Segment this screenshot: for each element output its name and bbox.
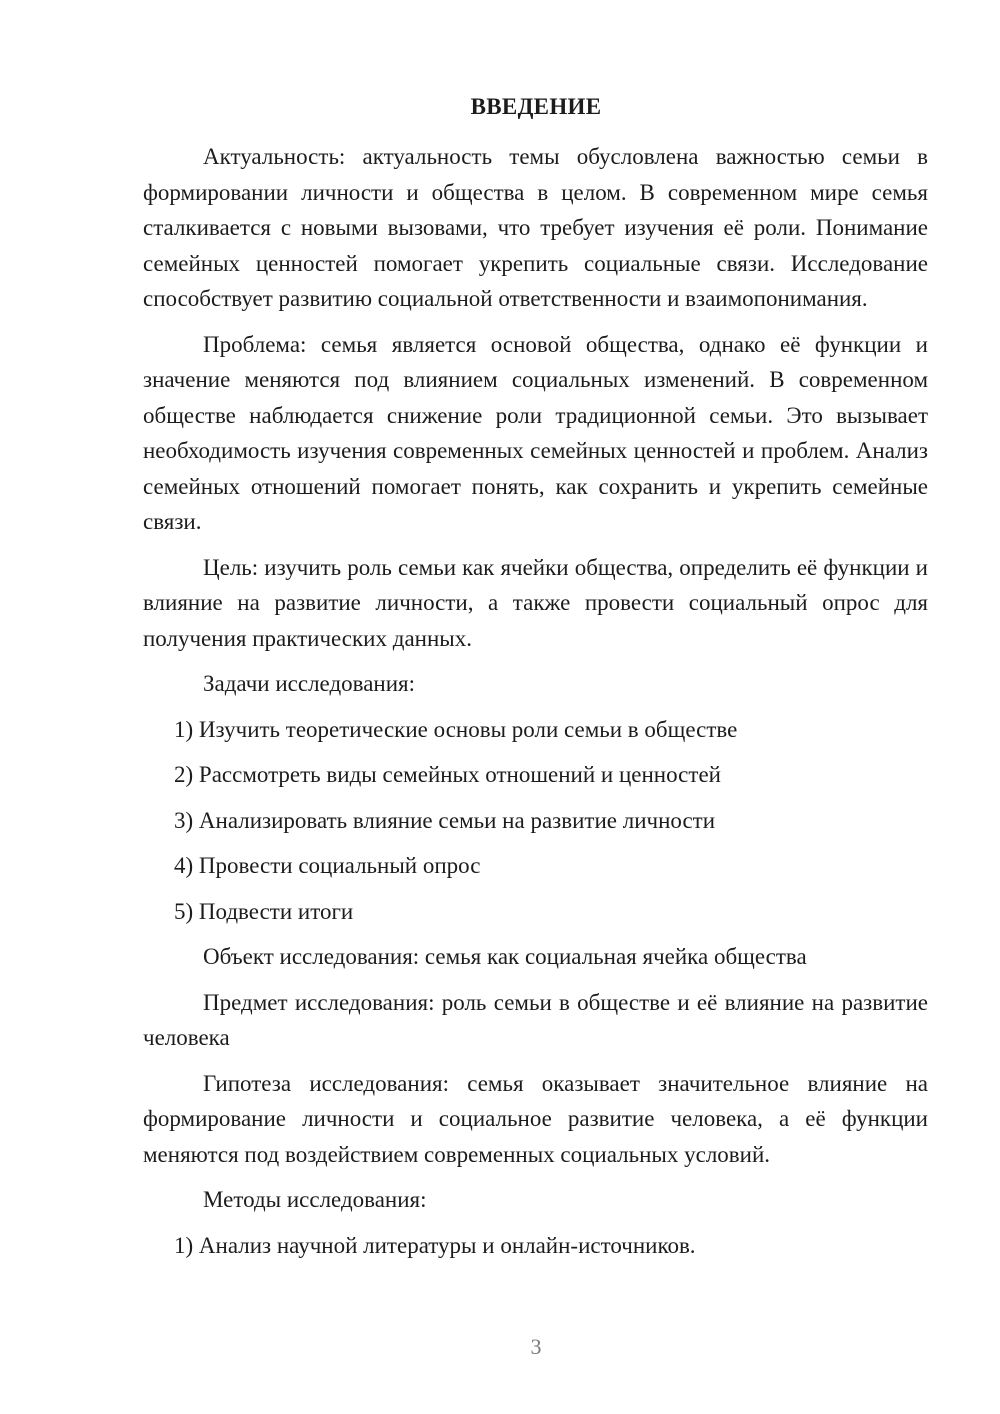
task-item: 5) Подвести итоги <box>174 898 354 924</box>
object-paragraph: Объект исследования: семья как социальная ячейка общества <box>203 944 807 969</box>
methods-heading: Методы исследования: <box>203 1187 427 1212</box>
problem-paragraph: Проблема: семья является основой общества, однако её функции и значение меняются под влиянием социальных изменений. В современном обществе наблюдается снижение роли традиционной семьи. Это вызывает необходимость изучения современных семейных ценностей и проблем. Анализ семейных отношений помогает понять, как сохранить и укрепить семейные связи. <box>143 331 928 534</box>
method-item: 1) Анализ научной литературы и онлайн-источников. <box>174 1232 696 1258</box>
subject-paragraph: Предмет исследования: роль семьи в обществе и её влияние на развитие человека <box>143 989 928 1050</box>
document-body <box>143 139 928 1273</box>
goal-paragraph: Цель: изучить роль семьи как ячейки общества, определить её функции и влияние на развитие личности, а также провести социальный опрос для получения практических данных. <box>143 554 928 651</box>
task-item: 1) Изучить теоретические основы роли семьи в обществе <box>174 716 738 742</box>
relevance-paragraph: Актуальность: актуальность темы обусловлена важностью семьи в формировании личности и общества в целом. В современном мире семья сталкивается с новыми вызовами, что требует изучения её роли. Понимание семейных ценностей помогает укрепить социальные связи. Исследование способствует развитию социальной ответственности и взаимопонимания. <box>143 144 928 311</box>
task-item: 2) Рассмотреть виды семейных отношений и ценностей <box>174 762 721 787</box>
task-item: 3) Анализировать влияние семьи на развитие личности <box>174 807 716 833</box>
task-item: 4) Провести социальный опрос <box>174 853 481 878</box>
page-title: ВВЕДЕНИЕ <box>470 94 602 119</box>
page-number: 3 <box>530 1334 542 1359</box>
tasks-heading: Задачи исследования: <box>203 671 416 696</box>
hypothesis-paragraph: Гипотеза исследования: семья оказывает значительное влияние на формирование личности и социальное развитие человека, а её функции меняются под воздействием современных социальных условий. <box>143 1070 928 1167</box>
